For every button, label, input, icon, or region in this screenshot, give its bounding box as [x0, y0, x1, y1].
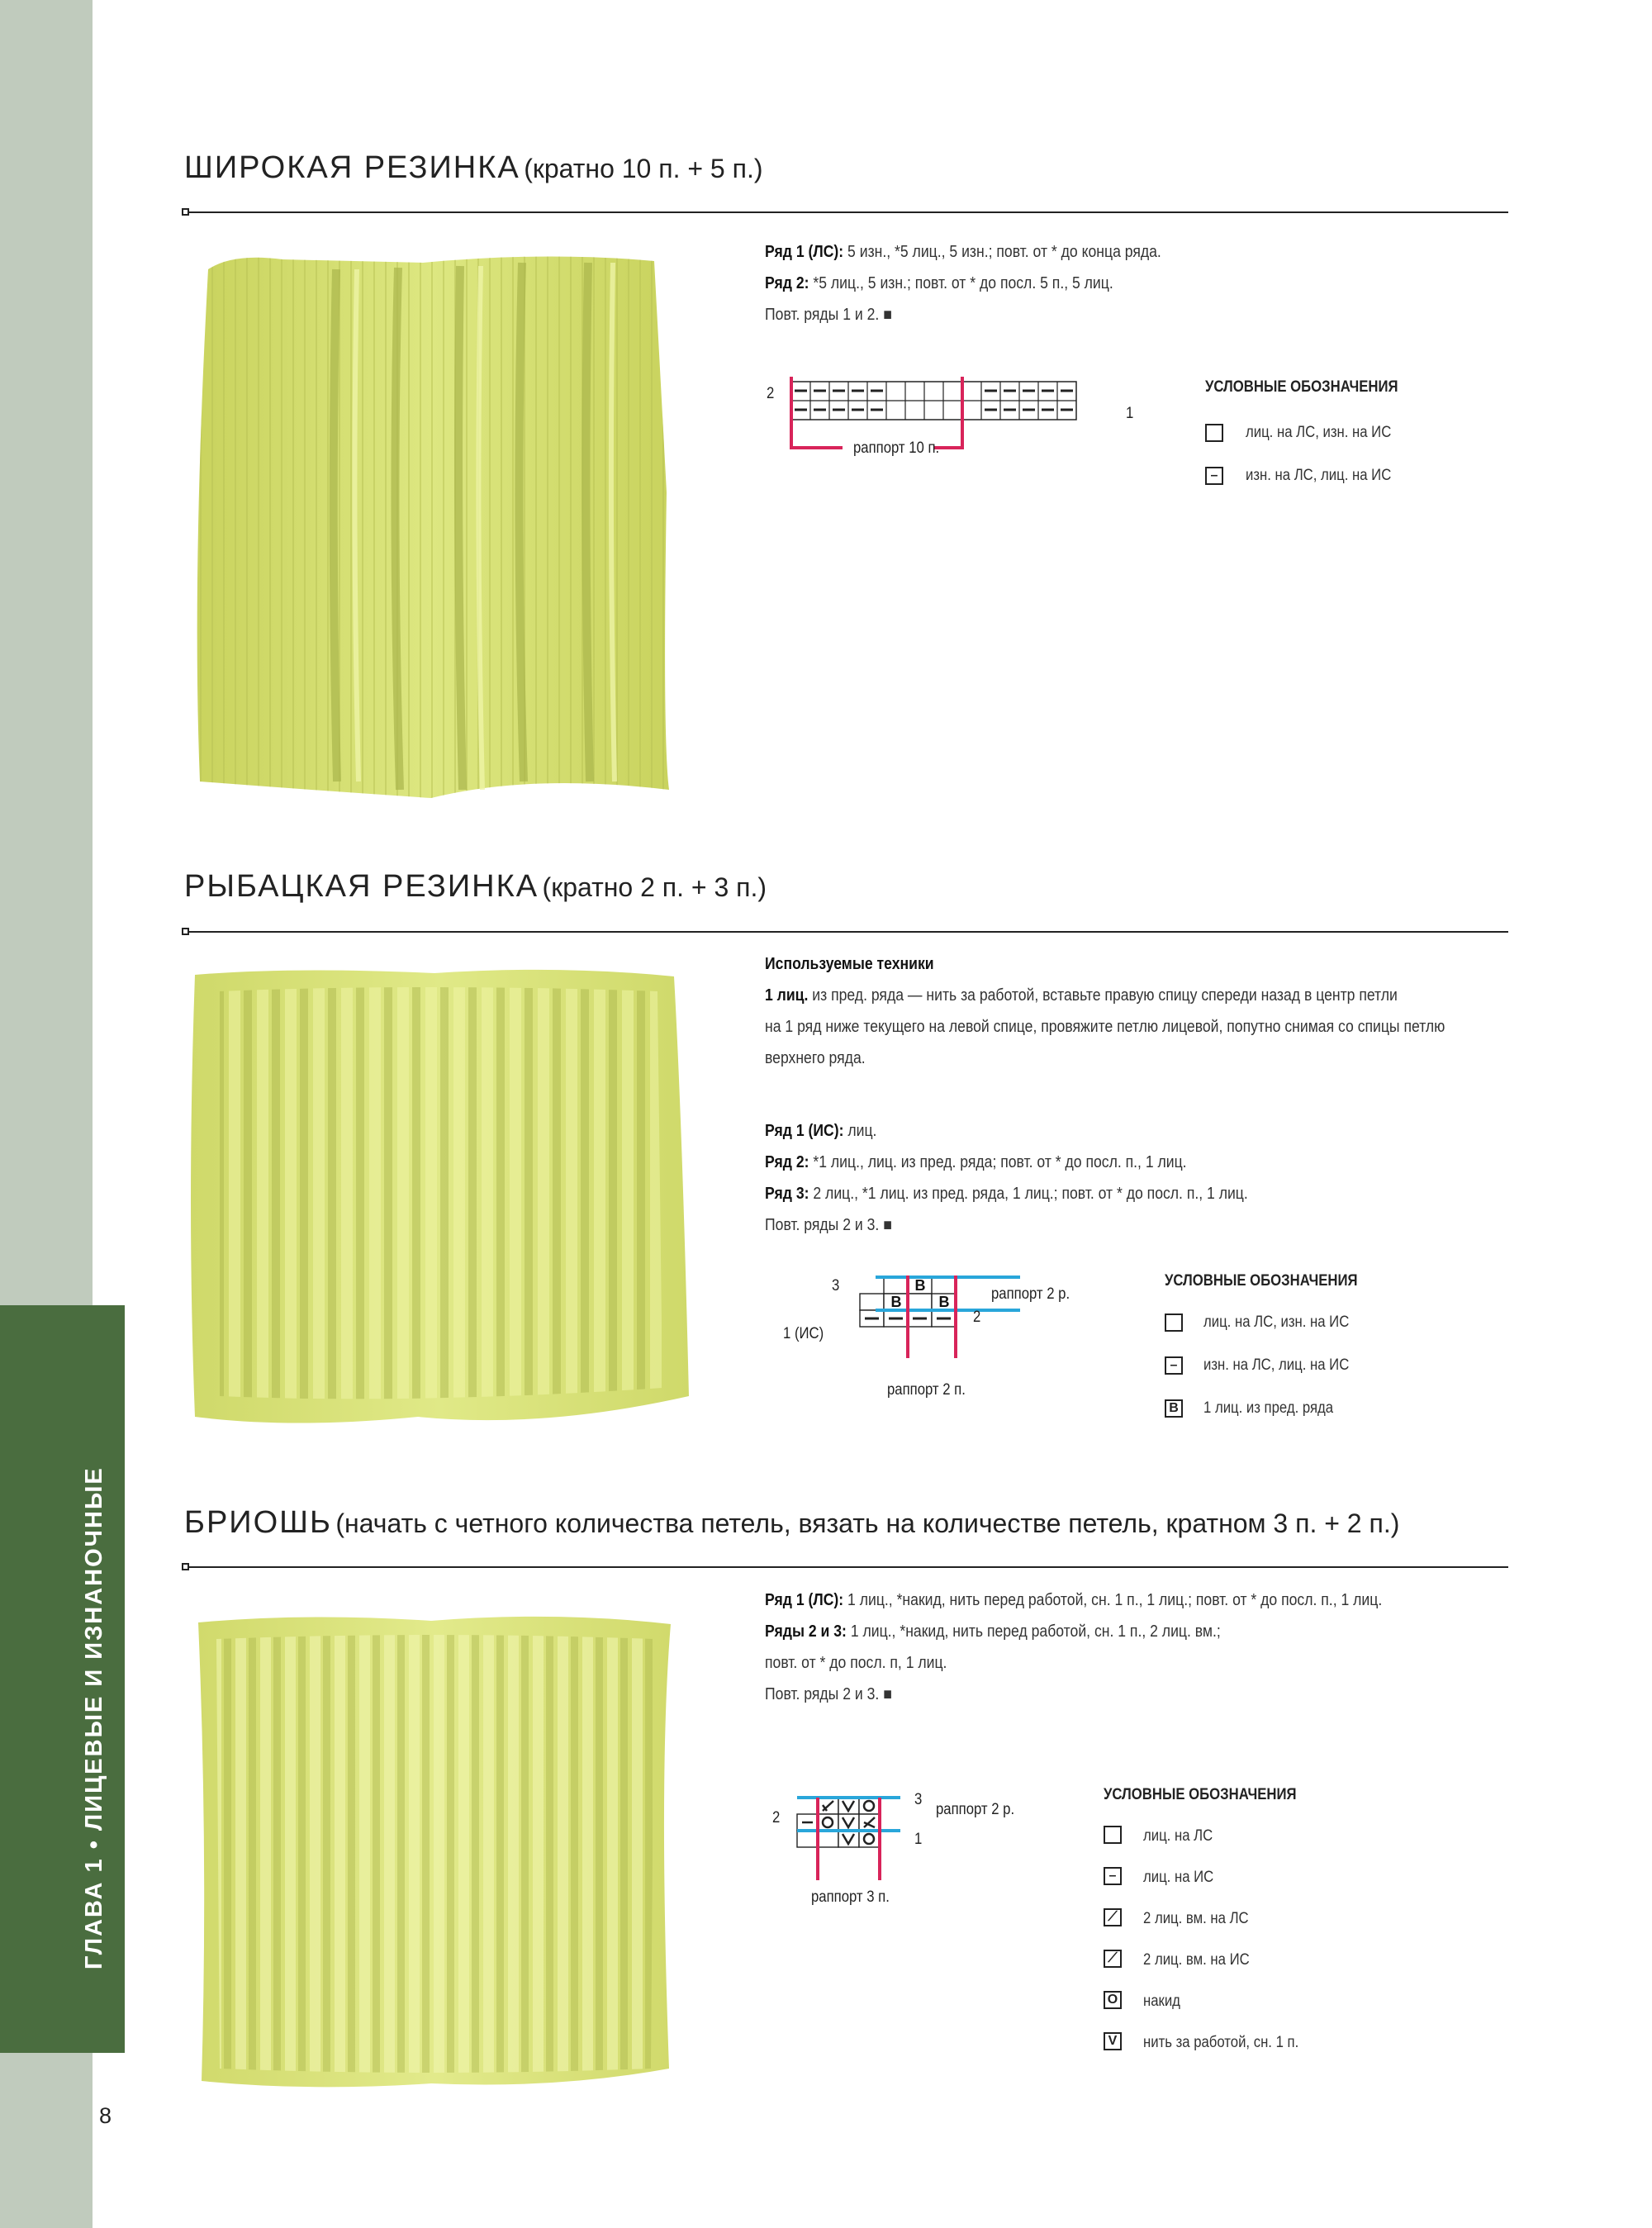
instruction-row: Ряд 2: *1 лиц., лиц. из пред. ряда; повт. от * до посл. п., 1 лиц. [765, 1153, 1187, 1171]
legend-item: лиц. на ЛС, изн. на ИС [1246, 424, 1392, 441]
technique-row: верхнего ряда. [765, 1049, 866, 1067]
chart-repeat-label: раппорт 2 п. [887, 1381, 966, 1399]
section-note: (начать с четного количества петель, вязать на количестве петель, кратном 3 п. + 2 п.) [335, 1508, 1400, 1538]
instruction-row: Ряды 2 и 3: 1 лиц., *накид, нить перед работой, сн. 1 п., 2 лиц. вм.; [765, 1622, 1221, 1641]
legend-item: лиц. на ЛС, изн. на ИС [1203, 1314, 1350, 1331]
chart-row-label: 1 (ИС) [783, 1325, 824, 1342]
knit-symbol-icon [1205, 424, 1223, 442]
legend-title: УСЛОВНЫЕ ОБОЗНАЧЕНИЯ [1104, 1786, 1297, 1803]
instructions-wide-rib [765, 236, 1161, 330]
chapter-title: ГЛАВА 1 • ЛИЦЕВЫЕ И ИЗНАНОЧНЫЕ [81, 1466, 107, 1969]
legend-item: лиц. на ЛС [1143, 1827, 1213, 1845]
legend-item: нить за работой, сн. 1 п. [1143, 2034, 1299, 2051]
knit-below-symbol-icon: B [1165, 1399, 1183, 1418]
rule-marker [182, 928, 189, 935]
legend-item: 2 лиц. вм. на ЛС [1143, 1910, 1249, 1927]
chart-brioche [793, 1796, 958, 1903]
chart-row-label: 1 [1126, 405, 1134, 422]
chart-row-label: 3 [914, 1791, 923, 1808]
legend-item: накид [1143, 1993, 1180, 2010]
chart-row-label: 3 [832, 1277, 840, 1295]
rule-marker [182, 1563, 189, 1570]
section-title-fishermans-rib [184, 869, 767, 905]
section-note: (кратно 10 п. + 5 п.) [524, 154, 763, 183]
chart-row-label: 1 [914, 1831, 923, 1848]
section-title-brioche [184, 1505, 1399, 1541]
section-rule [184, 1566, 1508, 1568]
chart-repeat-label: раппорт 2 р. [991, 1285, 1070, 1303]
rule-marker [182, 208, 189, 216]
section-rule [184, 931, 1508, 933]
chart-symbol-b: B [914, 1277, 926, 1294]
k2tog-rs-symbol-icon: ⟋ [1104, 1908, 1122, 1926]
section-heading: ШИРОКАЯ РЕЗИНКА [184, 150, 520, 185]
chart-row-label: 2 [772, 1809, 781, 1827]
section-heading: БРИОШЬ [184, 1505, 332, 1540]
swatch-image-brioche [183, 1606, 683, 2093]
instructions-fishermans-rib [765, 948, 1445, 1241]
purl-symbol-icon: – [1165, 1356, 1183, 1375]
instruction-row: Ряд 3: 2 лиц., *1 лиц. из пред. ряда, 1 лиц.; повт. от * до посл. п., 1 лиц. [765, 1185, 1248, 1203]
instruction-row: Повт. ряды 1 и 2. ■ [765, 306, 892, 324]
slip-stitch-symbol-icon: V [1104, 2032, 1122, 2050]
technique-row: 1 лиц. из пред. ряда — нить за работой, вставьте правую спицу спереди назад в центр петли [765, 986, 1398, 1005]
instruction-row: Повт. ряды 2 и 3. ■ [765, 1685, 892, 1703]
instruction-row: Ряд 2: *5 лиц., 5 изн.; повт. от * до посл. 5 п., 5 лиц. [765, 274, 1113, 292]
swatch-image-wide-rib [183, 245, 671, 806]
k2tog-ws-symbol-icon: ⟋ [1104, 1950, 1122, 1968]
instruction-row: Ряд 1 (ИС): лиц. [765, 1122, 877, 1140]
section-rule [184, 211, 1508, 213]
knit-symbol-icon [1104, 1826, 1122, 1844]
instruction-row: Повт. ряды 2 и 3. ■ [765, 1216, 892, 1234]
section-title-wide-rib [184, 150, 762, 186]
instruction-row: Ряд 1 (ЛС): 1 лиц., *накид, нить перед работой, сн. 1 п., 1 лиц.; повт. от * до посл. п., 1 лиц. [765, 1591, 1383, 1609]
legend-item: 2 лиц. вм. на ИС [1143, 1951, 1250, 1969]
section-note: (кратно 2 п. + 3 п.) [542, 872, 767, 902]
legend-title: УСЛОВНЫЕ ОБОЗНАЧЕНИЯ [1165, 1272, 1358, 1290]
chart-repeat-label: раппорт 3 п. [811, 1888, 890, 1906]
knit-symbol-icon [1165, 1314, 1183, 1332]
chart-symbol-b: B [938, 1294, 950, 1310]
page-number: 8 [99, 2103, 112, 2128]
instructions-brioche [765, 1584, 1382, 1710]
purl-symbol-icon: – [1205, 467, 1223, 485]
legend-item: изн. на ЛС, лиц. на ИС [1246, 467, 1392, 484]
legend-item: лиц. на ИС [1143, 1869, 1214, 1886]
techniques-heading: Используемые техники [765, 955, 934, 973]
purl-symbol-icon: – [1104, 1867, 1122, 1885]
chart-wide-rib [785, 377, 1115, 459]
section-heading: РЫБАЦКАЯ РЕЗИНКА [184, 869, 539, 904]
chart-repeat-label: раппорт 10 п. [853, 439, 940, 457]
legend-title: УСЛОВНЫЕ ОБОЗНАЧЕНИЯ [1205, 378, 1398, 396]
yarn-over-symbol-icon: O [1104, 1991, 1122, 2009]
instruction-row: повт. от * до посл. п, 1 лиц. [765, 1654, 947, 1672]
chart-row-label: 2 [767, 385, 775, 402]
legend-item: 1 лиц. из пред. ряда [1203, 1399, 1334, 1417]
instruction-row: Ряд 1 (ЛС): 5 изн., *5 лиц., 5 изн.; повт. от * до конца ряда. [765, 243, 1161, 261]
chart-symbol-b: B [890, 1294, 902, 1310]
technique-row: на 1 ряд ниже текущего на левой спице, провяжите петлю лицевой, попутно снимая со спицы петлю [765, 1018, 1446, 1036]
legend-item: изн. на ЛС, лиц. на ИС [1203, 1356, 1350, 1374]
chart-row-label: 2 [973, 1309, 981, 1326]
chart-repeat-label: раппорт 2 р. [936, 1801, 1015, 1818]
swatch-image-fishermans-rib [170, 958, 699, 1437]
